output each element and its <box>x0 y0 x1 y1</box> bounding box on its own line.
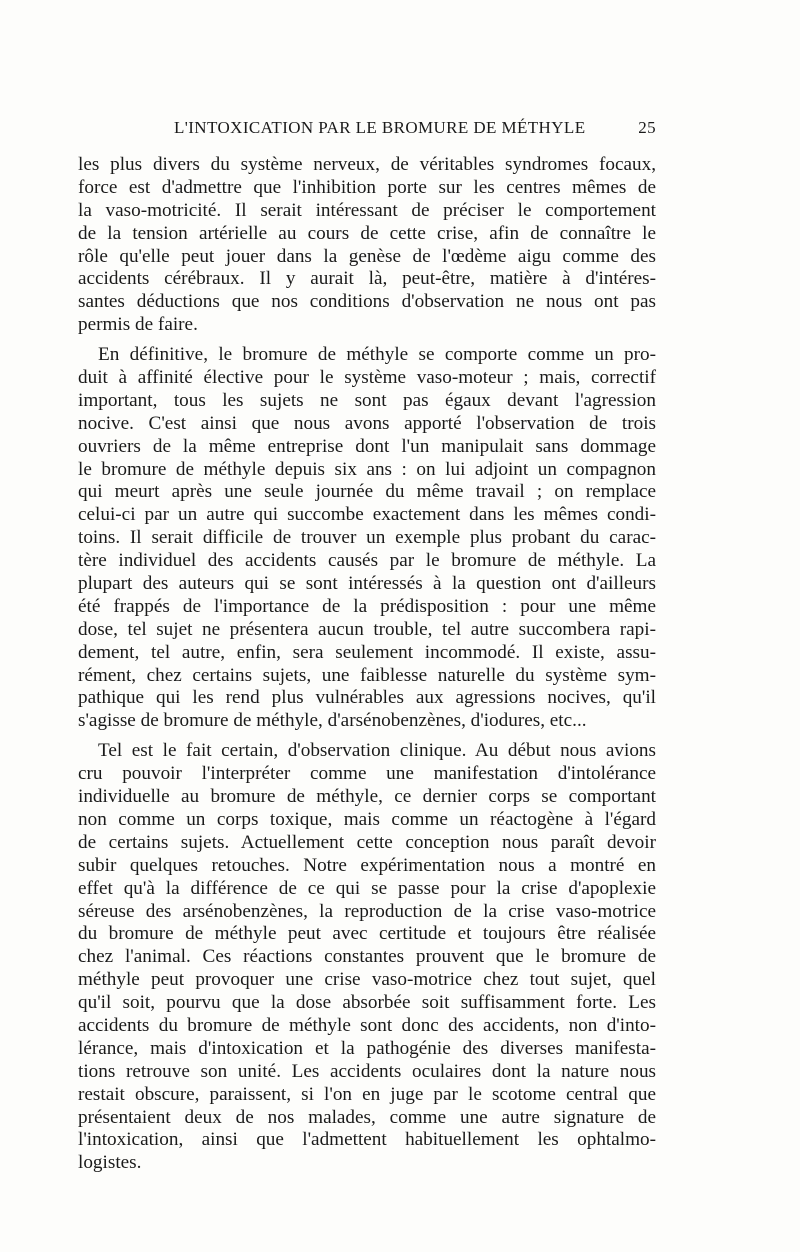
running-title: L'INTOXICATION PAR LE BROMURE DE MÉTHYLE <box>174 118 586 137</box>
text-line: s'agisse de bromure de méthyle, d'arsénobenzènes, d'iodures, etc... <box>78 710 587 732</box>
text-line: l'intoxication, ainsi que l'admettent habituellement les ophtalmo- <box>78 1129 656 1151</box>
text-line: logistes. <box>78 1152 142 1174</box>
text-line: de certains sujets. Actuellement cette conception nous paraît devoir <box>78 831 656 853</box>
text-line: individuelle au bromure de méthyle, ce dernier corps se comportant <box>78 786 656 808</box>
paragraph <box>78 154 656 337</box>
text-line: chez l'animal. Ces réactions constantes prouvent que le bromure de <box>78 946 656 968</box>
text-line: dose, tel sujet ne présentera aucun trouble, tel autre succombera rapi- <box>78 618 656 640</box>
text-line: accidents du bromure de méthyle sont donc des accidents, non d'into- <box>78 1014 656 1036</box>
text-line: santes déductions que nos conditions d'observation ne nous ont pas <box>78 291 656 313</box>
text-line: tions retrouve son unité. Les accidents oculaires dont la nature nous <box>78 1060 656 1082</box>
text-line: tère individuel des accidents causés par le bromure de méthyle. La <box>78 550 656 572</box>
text-line: méthyle peut provoquer une crise vaso-motrice chez tout sujet, quel <box>78 969 656 991</box>
text-line: qu'il soit, pourvu que la dose absorbée soit suffisamment forte. Les <box>78 992 656 1014</box>
body-text <box>78 154 656 1175</box>
text-line: duit à affinité élective pour le système vaso-moteur ; mais, correctif <box>78 367 656 389</box>
text-line: important, tous les sujets ne sont pas égaux devant l'agression <box>78 389 656 411</box>
text-line: subir quelques retouches. Notre expérimentation nous a montré en <box>78 854 656 876</box>
text-line: du bromure de méthyle peut avec certitude et toujours être réalisée <box>78 923 656 945</box>
text-line: le bromure de méthyle depuis six ans : on lui adjoint un compagnon <box>78 458 656 480</box>
text-line: force est d'admettre que l'inhibition porte sur les centres mêmes de <box>78 176 656 198</box>
page-header <box>78 118 656 142</box>
text-line: rément, chez certains sujets, une faiblesse naturelle du système sym- <box>78 664 656 686</box>
text-line: celui-ci par un autre qui succombe exactement dans les mêmes condi- <box>78 504 656 526</box>
text-line: qui meurt après une seule journée du même travail ; on remplace <box>78 481 656 503</box>
text-line: Tel est le fait certain, d'observation clinique. Au début nous avions <box>98 740 656 762</box>
text-line: séreuse des arsénobenzènes, la reproduction de la crise vaso-motrice <box>78 900 656 922</box>
text-line: accidents cérébraux. Il y aurait là, peut-être, matière à d'intéres- <box>78 268 656 290</box>
paragraph <box>78 740 656 1175</box>
paragraph <box>78 344 656 733</box>
text-line: de la tension artérielle au cours de cette crise, afin de connaître le <box>78 222 656 244</box>
text-line: les plus divers du système nerveux, de véritables syndromes focaux, <box>78 154 656 175</box>
text-line: permis de faire. <box>78 314 198 336</box>
text-line: été frappés de l'importance de la prédisposition : pour une même <box>78 595 656 617</box>
text-line: présentaient deux de nos malades, comme une autre signature de <box>78 1106 656 1128</box>
text-line: toins. Il serait difficile de trouver un exemple plus probant du carac- <box>78 527 656 549</box>
text-line: la vaso-motricité. Il serait intéressant de préciser le comportement <box>78 199 656 221</box>
text-line: plupart des auteurs qui se sont intéressés à la question ont d'ailleurs <box>78 573 656 595</box>
text-line: lérance, mais d'intoxication et la pathogénie des diverses manifesta- <box>78 1037 656 1059</box>
text-line: En définitive, le bromure de méthyle se comporte comme un pro- <box>98 344 656 366</box>
page-number: 25 <box>638 118 656 137</box>
text-line: rôle qu'elle peut jouer dans la genèse de l'œdème aigu comme des <box>78 245 656 267</box>
text-line: cru pouvoir l'interpréter comme une manifestation d'intolérance <box>78 763 656 785</box>
text-line: effet qu'à la différence de ce qui se passe pour la crise d'apoplexie <box>78 877 656 899</box>
text-line: restait obscure, paraissent, si l'on en juge par le scotome central que <box>78 1083 656 1105</box>
text-line: dement, tel autre, enfin, sera seulement incommodé. Il existe, assu- <box>78 641 656 663</box>
text-line: ouvriers de la même entreprise dont l'un manipulait sans dommage <box>78 435 656 457</box>
text-line: nocive. C'est ainsi que nous avons apporté l'observation de trois <box>78 412 656 434</box>
text-line: non comme un corps toxique, mais comme un réactogène à l'égard <box>78 808 656 830</box>
text-line: pathique qui les rend plus vulnérables aux agressions nocives, qu'il <box>78 687 656 709</box>
